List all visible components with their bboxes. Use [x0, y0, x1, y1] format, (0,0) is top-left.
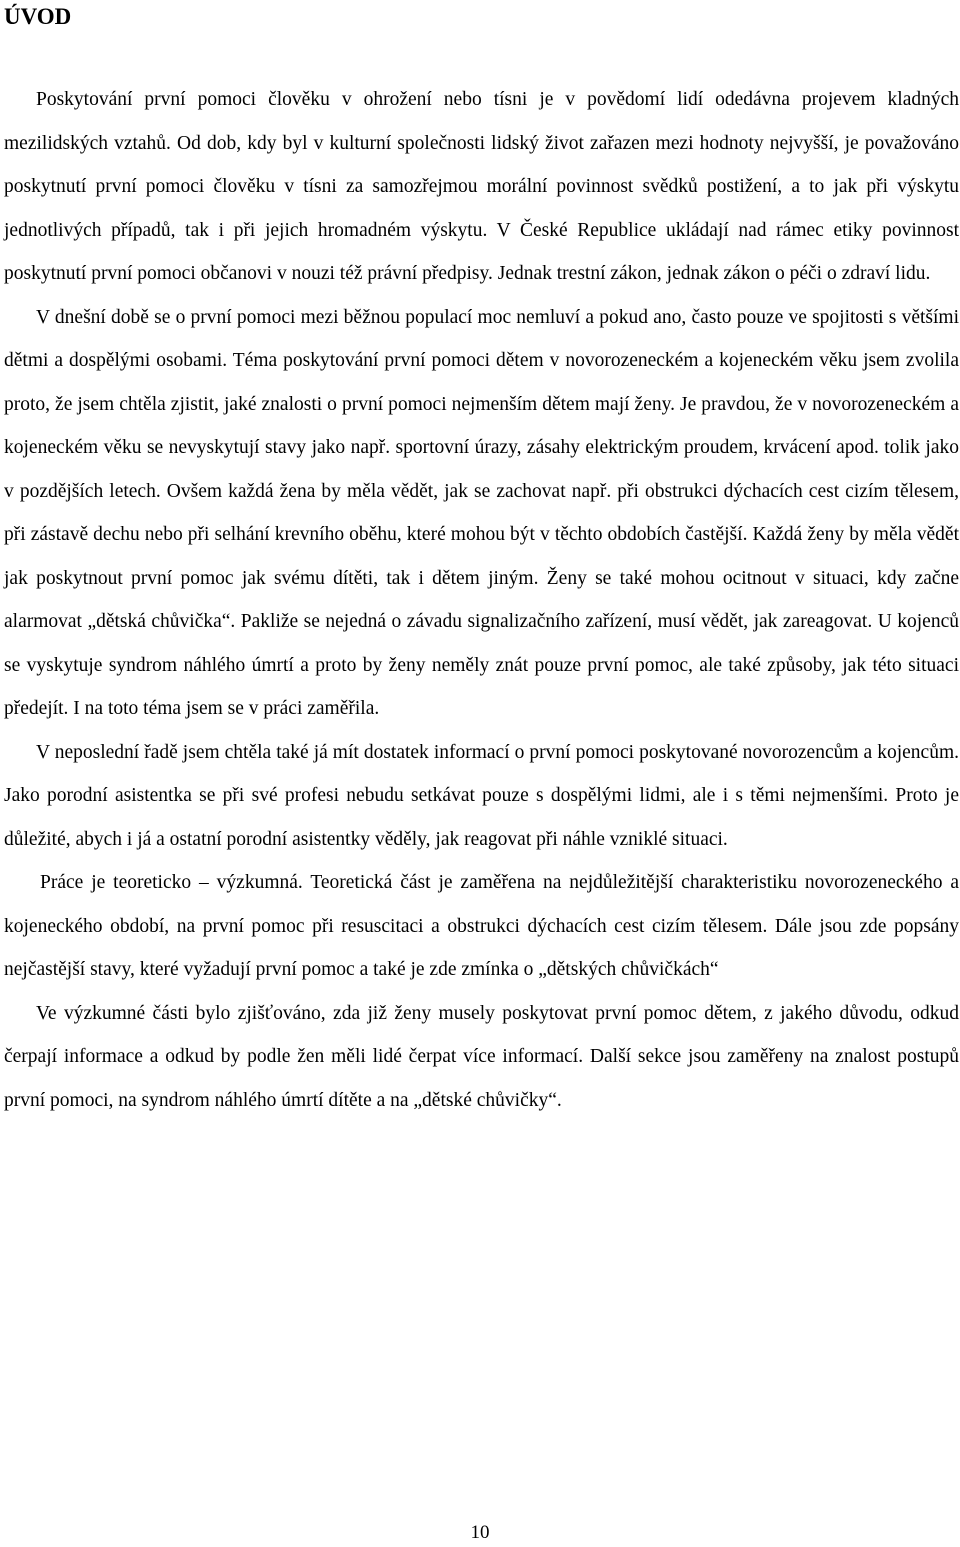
body-text: [4, 78, 959, 1122]
paragraph-1: Poskytování první pomoci člověku v ohrožení nebo tísni je v povědomí lidí odedávna projevem kladných mezilidských vztahů. Od dob, kdy byl v kulturní společnosti lidský život zařazen mezi hodnoty nejvyšší, je považováno poskytnutí první pomoci člověku v tísni za samozřejmou morální povinnost svědků postižení, a to jak při výskytu jednotlivých případů, tak i při jejich hromadném výskytu. V České Republice ukládají nad rámec etiky povinnost poskytnutí první pomoci občanovi v nouzi též právní předpisy. Jednak trestní zákon, jednak zákon o péči o zdraví lidu.: [4, 89, 959, 284]
paragraph-2: V dnešní době se o první pomoci mezi běžnou populací moc nemluví a pokud ano, často pouze ve spojitosti s většími dětmi a dospělými osobami. Téma poskytování první pomoci dětem v novorozeneckém a kojeneckém věku jsem zvolila proto, že jsem chtěla zjistit, jaké znalosti o první pomoci nejmenším dětem mají ženy. Je pravdou, že v novorozeneckém a kojeneckém věku se nevyskytují stavy jako např. sportovní úrazy, zásahy elektrickým proudem, krvácení apod. tolik jako v pozdějších letech. Ovšem každá žena by měla vědět, jak se zachovat např. při obstrukci dýchacích cest cizím tělesem, při zástavě dechu nebo při selhání krevního oběhu, které mohou být v těchto obdobích častější. Každá ženy by měla vědět jak poskytnout první pomoc jak svému dítěti, tak i dětem jiným. Ženy se také mohou ocitnout v situaci, kdy začne alarmovat „dětská chůvička“. Pakliže se nejedná o závadu signalizačního zařízení, musí vědět, jak zareagovat. U kojenců se vyskytuje syndrom náhlého úmrtí a proto by ženy neměly znát pouze první pomoc, ale také způsoby, jak této situaci předejít. I na toto téma jsem se v práci zaměřila.: [4, 306, 959, 719]
paragraph-4: Práce je teoreticko – výzkumná. Teoretická část je zaměřena na nejdůležitější charakteristiku novorozeneckého a kojeneckého období, na první pomoc při resuscitaci a obstrukci dýchacích cest cizím tělesem. Dále jsou zde popsány nejčastější stavy, které vyžadují první pomoc a také je zde zmínka o „dětských chůvičkách“: [4, 872, 959, 980]
section-heading: ÚVOD: [4, 4, 72, 29]
paragraph-5: Ve výzkumné části bylo zjišťováno, zda již ženy musely poskytovat první pomoc dětem, z jakého důvodu, odkud čerpají informace a odkud by podle žen měli lidé čerpat více informací. Další sekce jsou zaměřeny na znalost postupů první pomoci, na syndrom náhlého úmrtí dítěte a na „dětské chůvičky“.: [4, 1002, 959, 1111]
page-number: 10: [470, 1522, 490, 1543]
paragraph-3: V neposlední řadě jsem chtěla také já mít dostatek informací o první pomoci poskytované novorozencům a kojencům. Jako porodní asistentka se při své profesi nebudu setkávat pouze s dospělými lidmi, ale i s těmi nejmenšími. Proto je důležité, abych i já a ostatní porodní asistentky věděly, jak reagovat při náhle vzniklé situaci.: [4, 741, 959, 850]
